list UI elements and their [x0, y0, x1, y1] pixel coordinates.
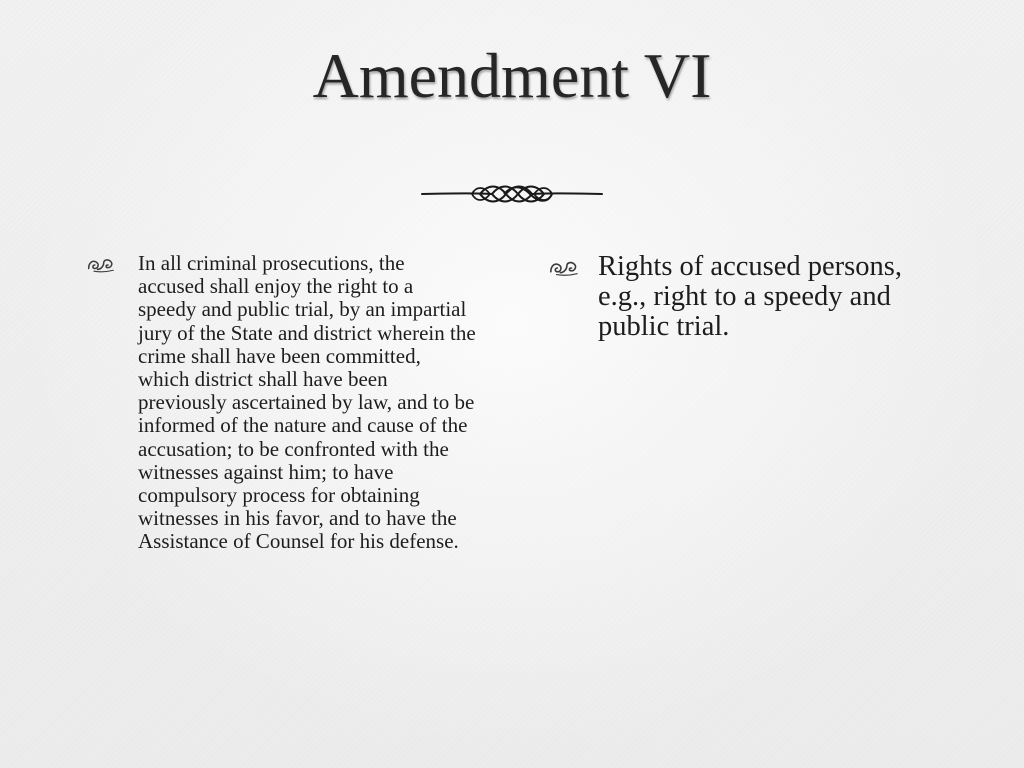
- slide-title: Amendment VI: [312, 40, 712, 111]
- constitutional-text: In all criminal prosecutions, the accused shall enjoy the right to a speedy and public trial, by an impartial jury of the State and district wherein the crime shall have been committed, which district shall have been previously ascertained by law, and to be informed of the nature and cause of the accusation; to be confronted with the witnesses against him; to have compulsory process for obtaining witnesses in his favor, and to have the Assistance of Counsel for his defense.: [138, 251, 476, 554]
- left-content-column: [86, 252, 486, 554]
- scroll-bullet-icon: [86, 255, 116, 275]
- ornamental-divider-icon: [420, 178, 604, 210]
- right-content-column: [548, 252, 928, 342]
- summary-text: Rights of accused persons, e.g., right to a speedy and public trial.: [598, 251, 902, 342]
- scroll-bullet-icon: [548, 258, 580, 278]
